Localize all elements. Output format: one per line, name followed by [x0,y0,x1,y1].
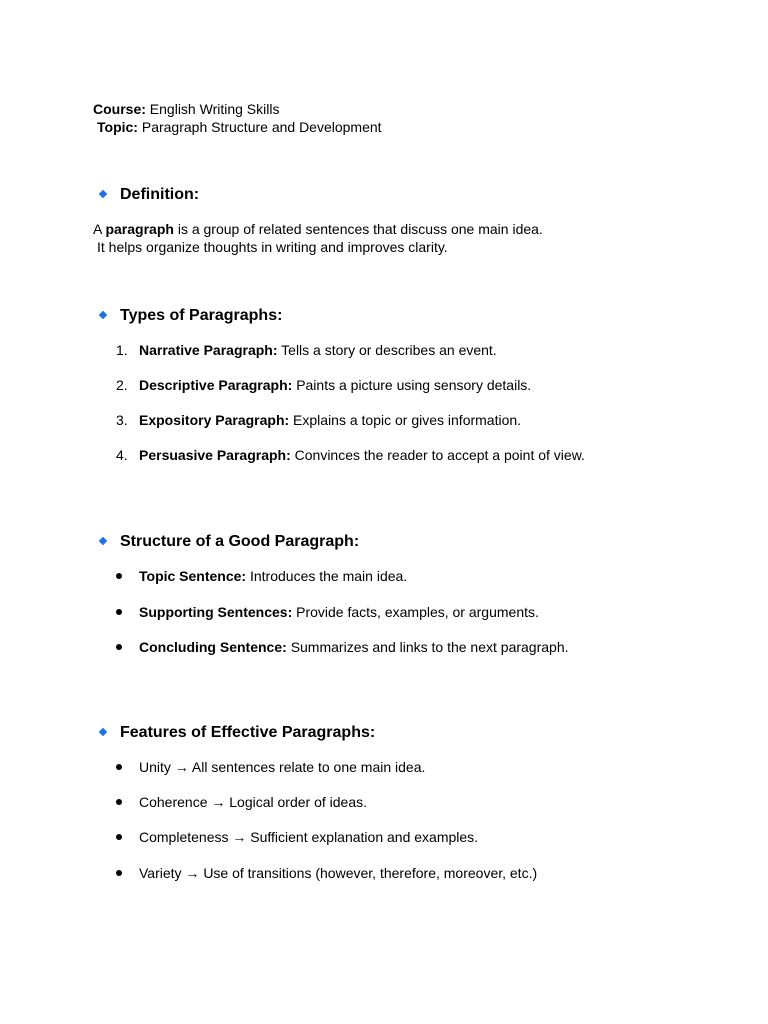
list-item-term: Supporting Sentences: [139,604,293,620]
list-item-desc: Convinces the reader to accept a point of view. [294,447,585,463]
diamond-bullet-icon [99,311,107,319]
list-item-text: Unity → All sentences relate to one main idea. [139,759,426,775]
list-item-term: Descriptive Paragraph: [139,377,293,393]
list-item-term: Expository Paragraph: [139,412,290,428]
topic-line [97,118,382,136]
list-item-text [139,603,539,621]
course-line [93,100,279,118]
definition-term: paragraph [105,221,174,237]
types-heading [98,305,282,327]
list-item-term: Narrative Paragraph: [139,342,278,358]
list-item-text [139,446,585,464]
list-item-desc: Paints a picture using sensory details. [296,377,532,393]
list-item-text: Coherence → Logical order of ideas. [139,794,368,810]
list-item-desc: Tells a story or describes an event. [281,342,497,358]
definition-heading [98,184,199,206]
bullet-icon [116,644,122,650]
diamond-bullet-icon [99,728,107,736]
bullet-icon [116,609,122,615]
course-label: Course: [93,101,146,117]
features-heading-text: Features of Effective Paragraphs: [120,724,376,741]
list-item-desc: Summarizes and links to the next paragraph. [290,639,569,655]
features-heading [98,722,375,744]
list-number: 1. [116,342,128,358]
definition-prefix: A [93,221,102,237]
list-item-desc: Provide facts, examples, or arguments. [296,604,539,620]
bullet-icon [116,870,122,876]
course-value: English Writing Skills [149,101,280,117]
list-item-desc: Explains a topic or gives information. [293,412,522,428]
list-item-text [139,567,407,585]
bullet-icon [116,573,122,579]
diamond-bullet-icon [99,190,107,198]
bullet-icon [116,834,122,840]
list-item-text [139,638,569,656]
list-item-text: Variety → Use of transitions (however, therefore, moreover, etc.) [139,865,538,881]
topic-label: Topic: [97,119,138,135]
bullet-icon [116,799,122,805]
definition-text: is a group of related sentences that discuss one main idea. [177,221,543,237]
topic-value: Paragraph Structure and Development [141,119,382,135]
list-item-text: Completeness → Sufficient explanation and examples. [139,829,479,845]
list-number: 4. [116,447,128,463]
list-item-term: Topic Sentence: [139,568,247,584]
list-item-text [139,341,497,359]
diamond-bullet-icon [99,537,107,545]
list-number: 3. [116,412,128,428]
list-item-term: Persuasive Paragraph: [139,447,291,463]
list-item-text [139,411,521,429]
bullet-icon [116,764,122,770]
definition-line-1 [93,220,543,238]
definition-heading-text: Definition: [120,186,200,203]
list-item-text [139,376,531,394]
list-number: 2. [116,377,128,393]
types-heading-text: Types of Paragraphs: [120,307,283,324]
definition-line-2: It helps organize thoughts in writing and improves clarity. [97,239,448,255]
list-item-desc: Introduces the main idea. [249,568,408,584]
list-item-term: Concluding Sentence: [139,639,287,655]
structure-heading [98,531,359,553]
structure-heading-text: Structure of a Good Paragraph: [120,533,360,550]
